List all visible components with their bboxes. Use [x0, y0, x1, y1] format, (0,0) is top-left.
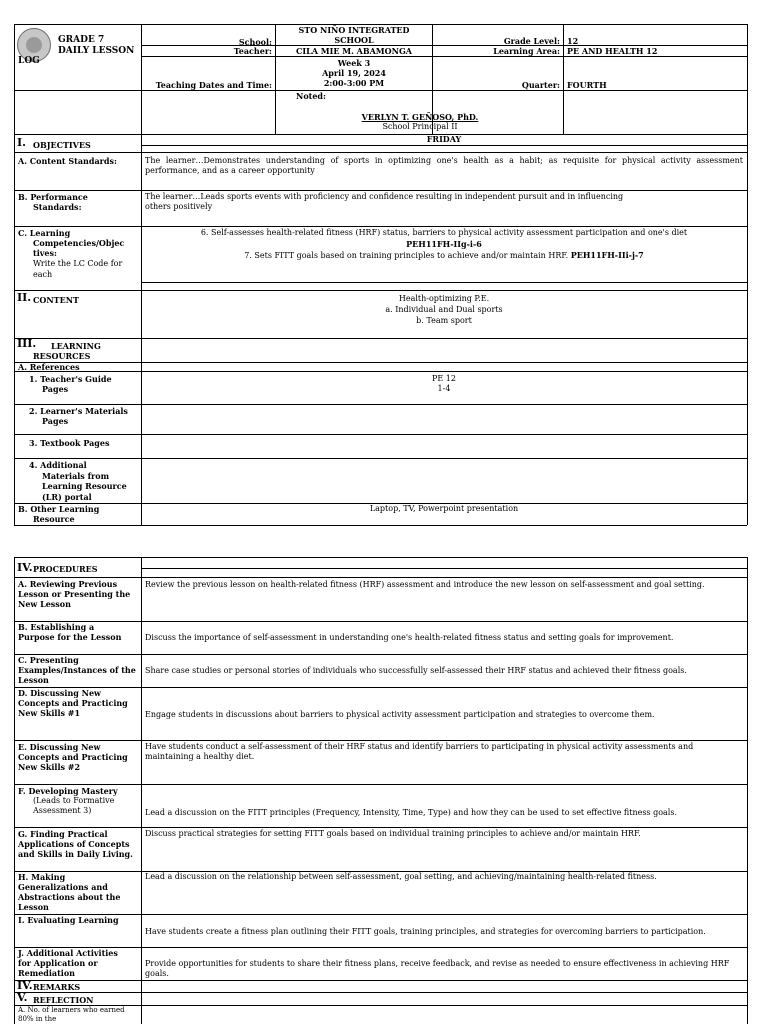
noted-label: Noted: — [296, 91, 326, 101]
proc-b-label: B. Establishing a Purpose for the Lesson — [18, 622, 122, 642]
teachers-guide-label-1: 1. Teacher's Guide — [29, 374, 112, 384]
competencies-label-1: C. Learning — [18, 228, 71, 238]
remarks-title: REMARKS — [33, 982, 81, 992]
performance-standards-label-1: B. Performance — [18, 192, 88, 202]
date-value: April 19, 2024 — [322, 68, 386, 78]
proc-c-text: Share case studies or personal stories of individuals who successfully self-assessed their HRF status and achieved their fitness goals. — [145, 666, 687, 675]
proc-a-text: Review the previous lesson on health-related fitness (HRF) assessment and introduce the new lesson on self-assessment and goal setting. — [145, 580, 705, 589]
grade-title: GRADE 7 — [58, 35, 105, 45]
competency-1-text: 6. Self-assesses health-related fitness (HRF) status, barriers to physical activity assessment participation and one's diet — [200, 228, 688, 237]
competency-2-text: 7. Sets FITT goals based on training principles to achieve and/or maintain HRF. — [244, 251, 569, 260]
teachers-guide-value-2: 1-4 — [437, 384, 451, 393]
content-line-3: b. Team sport — [416, 316, 472, 325]
objectives-title: OBJECTIVES — [33, 140, 91, 150]
other-resource-label-1: B. Other Learning — [18, 504, 100, 514]
content-line-2: a. Individual and Dual sports — [385, 305, 503, 314]
references-label: A. References — [18, 362, 80, 372]
proc-i-text: Have students create a fitness plan outlining their FITT goals, training principles, and strategies for overcoming barriers to participation. — [145, 927, 706, 936]
teachers-guide-label-2: Pages — [42, 384, 69, 394]
proc-d-label: D. Discussing New Concepts and Practicing New Skills #1 — [18, 688, 128, 718]
quarter-label: Quarter: — [521, 80, 560, 90]
textbook-pages-label: 3. Textbook Pages — [29, 438, 110, 448]
proc-h-label: H. Making Generalizations and Abstractions about the Lesson — [18, 872, 121, 912]
principal-title: School Principal II — [382, 122, 458, 131]
competencies-label-2: Competencies/Objec — [33, 238, 125, 248]
competency-1-code: PEH11FH-IIg-i-6 — [406, 239, 482, 249]
proc-j-text: Provide opportunities for students to share their fitness plans, receive feedback, and revise as needed to ensure effectiveness in achieving HRF goals. — [145, 959, 730, 978]
content-line-1: Health-optimizing P.E. — [398, 294, 490, 303]
additional-materials-label-4: (LR) portal — [42, 492, 92, 502]
school-name-line2: SCHOOL — [334, 35, 374, 45]
resources-title-1: LEARNING — [51, 341, 101, 351]
proc-e-text: Have students conduct a self-assessment of their HRF status and identify barriers to participating in physical activity assessments and maintaining a healthy diet. — [145, 742, 694, 761]
other-resource-value: Laptop, TV, Powerpoint presentation — [369, 504, 519, 513]
school-label: School: — [238, 37, 272, 47]
proc-f-sub: (Leads to Formative Assessment 3) — [33, 796, 115, 815]
procedures-number: IV. — [17, 561, 33, 574]
proc-f-label: F. Developing Mastery — [18, 786, 118, 796]
proc-g-text: Discuss practical strategies for setting FITT goals based on individual training principles to achieve and/or maintain HRF. — [145, 829, 641, 838]
grade-level-value: 12 — [567, 36, 579, 46]
procedures-title: PROCEDURES — [33, 564, 98, 574]
resources-number: III. — [17, 337, 37, 350]
competencies-label-3: tives: — [33, 248, 57, 258]
school-name-line1: STO NIÑO INTEGRATED — [298, 25, 410, 35]
learners-materials-label-2: Pages — [42, 416, 69, 426]
week-value: Week 3 — [337, 58, 371, 68]
resources-title-2: RESOURCES — [33, 351, 91, 361]
proc-c-label: C. Presenting Examples/Instances of the Lesson — [18, 655, 136, 685]
proc-a-label: A. Reviewing Previous Lesson or Presenting the New Lesson — [18, 579, 131, 609]
learners-materials-label-1: 2. Learner's Materials — [29, 406, 128, 416]
content-standards-text: The learner…Demonstrates understanding of sports in optimizing one's health as a habit; as requisite for physical activity assessment performance, and as a career opportunity — [145, 156, 743, 175]
log-title: LOG — [18, 56, 40, 66]
reflection-a-label: A. No. of learners who earned 80% in the — [18, 1006, 125, 1023]
grade-level-label: Grade Level: — [503, 36, 560, 46]
competency-2-line — [141, 250, 747, 261]
additional-materials-label-2: Materials from — [42, 471, 110, 481]
proc-g-label: G. Finding Practical Applications of Concepts and Skills in Daily Living. — [18, 829, 133, 859]
reflection-number: V. — [17, 991, 28, 1004]
principal-name: VERLYN T. GEÑOSO, PhD. — [361, 112, 479, 122]
objectives-number: I. — [17, 136, 26, 149]
proc-i-label: I. Evaluating Learning — [18, 915, 119, 925]
content-number: II. — [17, 291, 32, 304]
learning-area-value: PE AND HEALTH 12 — [567, 46, 658, 56]
competencies-label-4: Write the LC Code for — [33, 259, 123, 268]
other-resource-label-2: Resource — [33, 514, 75, 524]
teacher-label: Teacher: — [233, 46, 272, 56]
proc-e-label: E. Discussing New Concepts and Practicing New Skills #2 — [18, 742, 128, 772]
day-label: FRIDAY — [426, 134, 462, 144]
competencies-label-5: each — [33, 270, 53, 279]
performance-standards-text-2: others positively — [145, 202, 213, 211]
teachers-guide-value-1: PE 12 — [432, 374, 456, 383]
content-title: CONTENT — [33, 295, 79, 305]
proc-h-text: Lead a discussion on the relationship between self-assessment, goal setting, and achieving/maintaining health-related fitness. — [145, 872, 657, 881]
competency-2-code: PEH11FH-IIi-j-7 — [570, 250, 644, 260]
proc-d-text: Engage students in discussions about barriers to physical activity assessment participation and strategies to overcome them. — [145, 710, 655, 719]
quarter-value: FOURTH — [567, 80, 607, 90]
learning-area-label: Learning Area: — [493, 46, 560, 56]
additional-materials-label-1: 4. Additional — [29, 460, 87, 470]
proc-f-text: Lead a discussion on the FITT principles (Frequency, Intensity, Time, Type) and how they can be used to set effective fitness goals. — [145, 808, 677, 817]
proc-j-label: J. Additional Activities for Application or Remediation — [18, 948, 118, 978]
proc-b-text: Discuss the importance of self-assessment in understanding one's health-related fitness status and setting goals for improvement. — [145, 633, 674, 642]
performance-standards-text-1: The learner…Leads sports events with proficiency and confidence resulting in independent pursuit and in influencing — [145, 192, 624, 201]
teacher-name: CILA MIE M. ABAMONGA — [296, 46, 412, 56]
content-standards-label: A. Content Standards: — [18, 156, 117, 166]
daily-lesson-title: DAILY LESSON — [58, 46, 135, 56]
remarks-number: IV. — [17, 979, 33, 992]
time-value: 2:00-3:00 PM — [323, 78, 385, 88]
reflection-title: REFLECTION — [33, 995, 94, 1005]
additional-materials-label-3: Learning Resource — [42, 481, 127, 491]
performance-standards-label-2: Standards: — [33, 202, 82, 212]
dates-label: Teaching Dates and Time: — [155, 80, 272, 90]
